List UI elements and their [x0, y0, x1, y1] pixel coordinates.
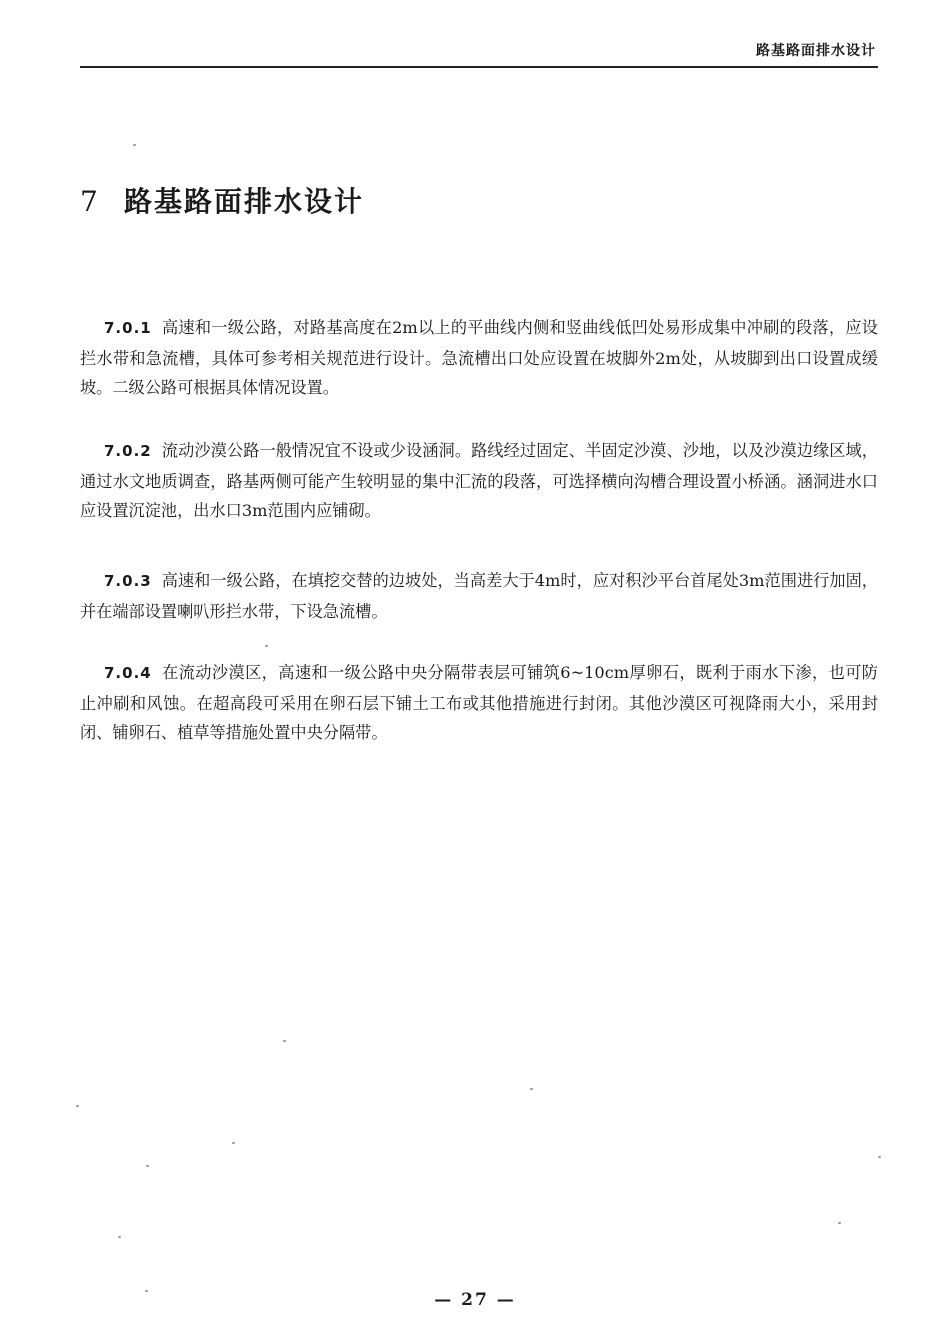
scan-speck [265, 645, 268, 647]
section-text: 流动沙漠公路一般情况宜不设或少设涵洞。路线经过固定、半固定沙漠、沙地，以及沙漠边缘区域，通过水文地质调查，路基两侧可能产生较明显的集中汇流的段落，可选择横向沟槽合理设置小桥涵。涵洞进水口应设置沉淀池，出水口3m范围内应铺砌。 [80, 441, 878, 520]
section-7-0-4 [80, 658, 878, 748]
scan-speck [118, 1236, 121, 1238]
section-7-0-2 [80, 436, 878, 526]
scan-speck [146, 1165, 149, 1167]
scan-speck [232, 1142, 235, 1144]
section-number: 7.0.4 [104, 664, 152, 682]
scan-speck [878, 1156, 881, 1158]
section-text: 高速和一级公路，对路基高度在2m以上的平曲线内侧和竖曲线低凹处易形成集中冲刷的段落，应设拦水带和急流槽，具体可参考相关规范进行设计。急流槽出口处应设置在坡脚外2m处，从坡脚到出口设置成缓坡。二级公路可根据具体情况设置。 [80, 318, 878, 397]
chapter-number: 7 [80, 185, 100, 218]
running-header [80, 36, 878, 68]
scan-speck [530, 1088, 533, 1090]
chapter-title: 路基路面排水设计 [124, 185, 365, 218]
section-number: 7.0.3 [104, 572, 152, 590]
section-7-0-3 [80, 566, 878, 626]
scan-speck [838, 1222, 841, 1224]
running-header-title: 路基路面排水设计 [756, 43, 876, 59]
chapter-heading [80, 180, 364, 220]
page-number: — 27 — [434, 1290, 516, 1310]
scan-speck [283, 1040, 286, 1042]
scan-speck [76, 1105, 79, 1107]
section-text: 高速和一级公路，在填挖交替的边坡处，当高差大于4m时，应对积沙平台首尾处3m范围进行加固，并在端部设置喇叭形拦水带，下设急流槽。 [80, 571, 878, 621]
section-number: 7.0.1 [104, 319, 152, 337]
section-text: 在流动沙漠区，高速和一级公路中央分隔带表层可铺筑6~10cm厚卵石，既利于雨水下渗，也可防止冲刷和风蚀。在超高段可采用在卵石层下铺土工布或其他措施进行封闭。其他沙漠区可视降雨大小，采用封闭、铺卵石、植草等措施处置中央分隔带。 [80, 663, 878, 742]
scan-speck [133, 144, 136, 146]
section-number: 7.0.2 [104, 442, 152, 460]
section-7-0-1 [80, 313, 878, 403]
scan-speck [145, 1290, 148, 1292]
